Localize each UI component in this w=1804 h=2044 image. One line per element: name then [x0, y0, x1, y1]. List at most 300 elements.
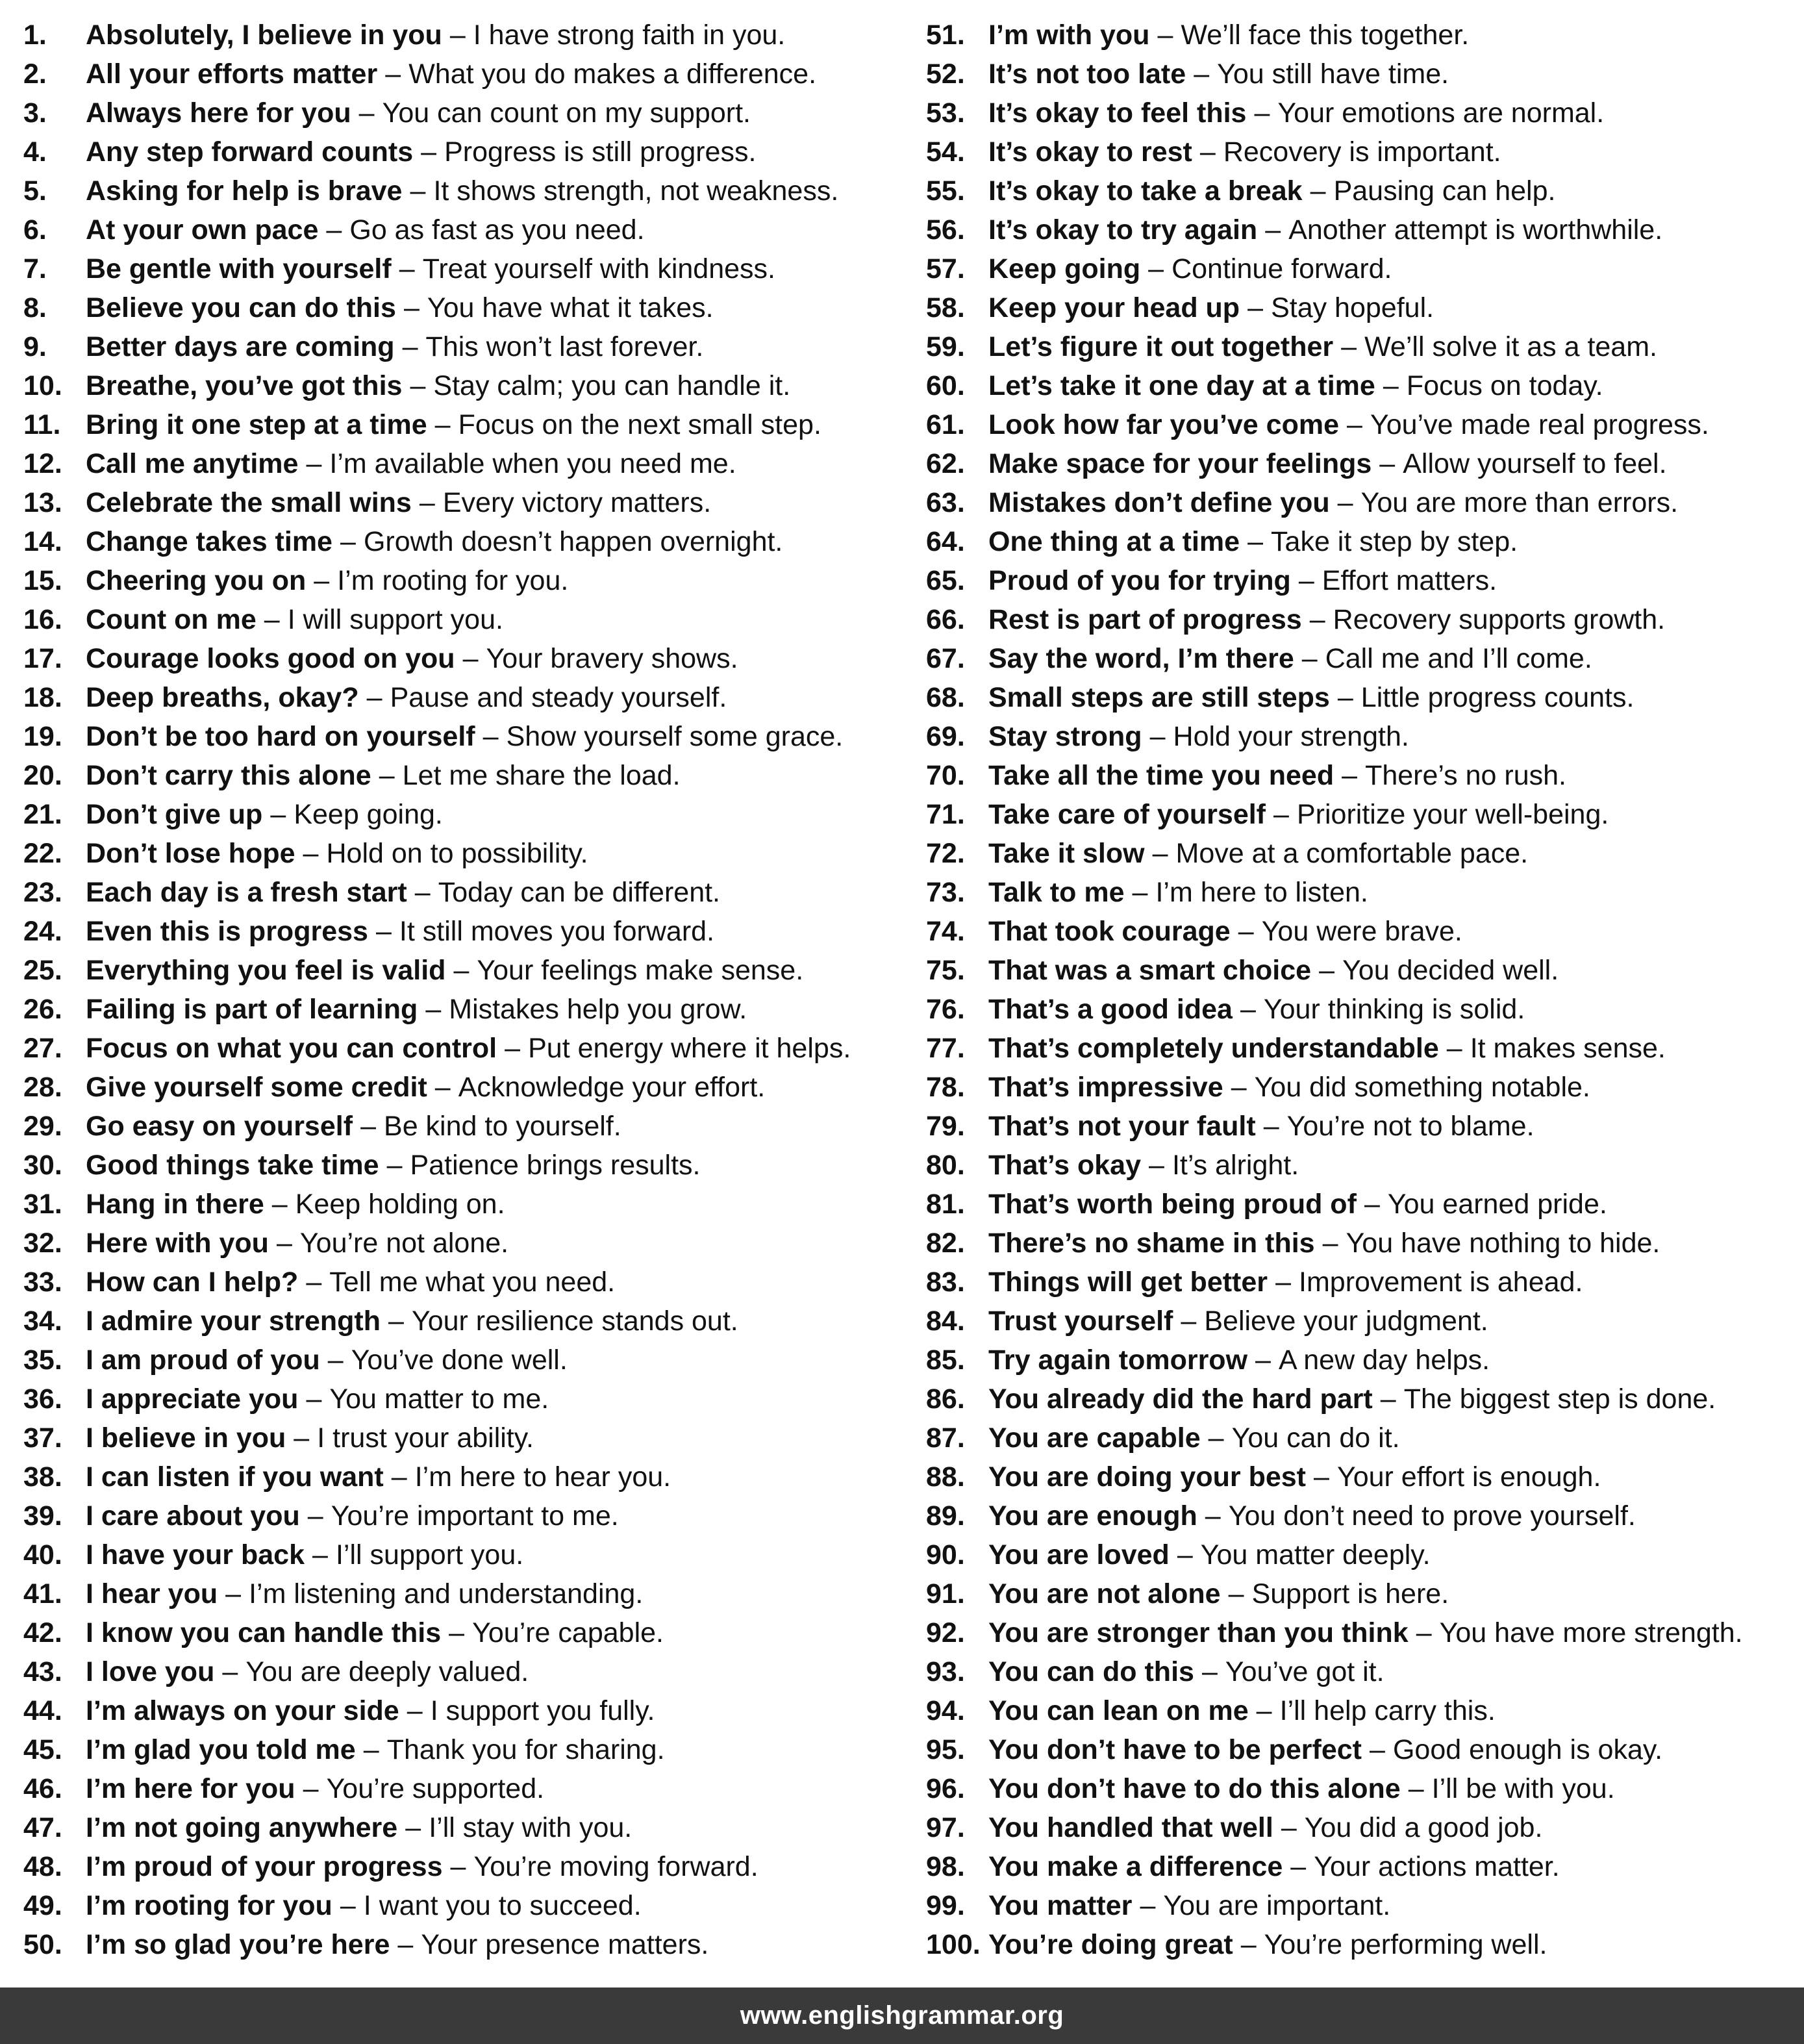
item-number: 78.: [926, 1072, 965, 1103]
item-meaning: Pausing can help.: [1333, 175, 1556, 207]
item-number: 23.: [23, 877, 62, 908]
list-item: [926, 1224, 1790, 1263]
item-phrase: At your own pace: [86, 214, 319, 246]
item-number: 29.: [23, 1111, 62, 1142]
item-phrase: I’m rooting for you: [86, 1890, 332, 1921]
item-dash: –: [1256, 1695, 1272, 1726]
item-meaning: You still have time.: [1217, 58, 1449, 90]
item-number: 58.: [926, 292, 965, 323]
item-meaning: Keep holding on.: [295, 1189, 505, 1220]
item-dash: –: [1290, 1851, 1307, 1882]
item-phrase: That’s a good idea: [988, 994, 1233, 1025]
item-dash: –: [358, 97, 375, 129]
item-phrase: I believe in you: [86, 1422, 286, 1454]
item-dash: –: [306, 1267, 322, 1298]
item-text: [86, 1263, 615, 1302]
list-item: [23, 405, 907, 444]
item-dash: –: [1231, 1072, 1247, 1103]
item-phrase: You are loved: [988, 1539, 1170, 1571]
item-dash: –: [306, 448, 322, 479]
item-text: [988, 1185, 1607, 1224]
item-phrase: Take it slow: [988, 838, 1145, 869]
item-meaning: I trust your ability.: [317, 1422, 534, 1454]
item-phrase: Proud of you for trying: [988, 565, 1291, 596]
list-item: [926, 600, 1790, 639]
item-phrase: Go easy on yourself: [86, 1111, 353, 1142]
item-meaning: Take it step by step.: [1271, 526, 1518, 557]
item-phrase: Failing is part of learning: [86, 994, 418, 1025]
item-dash: –: [363, 1734, 379, 1765]
item-number: 95.: [926, 1734, 965, 1765]
item-number: 60.: [926, 370, 965, 401]
item-text: [988, 1496, 1636, 1535]
item-dash: –: [375, 916, 392, 947]
item-meaning: I support you fully.: [430, 1695, 655, 1726]
item-dash: –: [294, 1422, 310, 1454]
list-item: [23, 1574, 907, 1613]
item-dash: –: [1314, 1461, 1329, 1493]
item-phrase: Rest is part of progress: [988, 604, 1302, 635]
list-item: [926, 1574, 1790, 1613]
item-text: [86, 912, 714, 951]
list-item: [926, 1886, 1790, 1925]
item-number: 2.: [23, 58, 47, 90]
item-dash: –: [303, 1773, 319, 1804]
list-item: [23, 717, 907, 756]
item-dash: –: [482, 721, 499, 752]
item-number: 92.: [926, 1617, 965, 1648]
item-meaning: I will support you.: [287, 604, 503, 635]
item-phrase: I care about you: [86, 1500, 300, 1532]
item-text: [86, 1224, 508, 1263]
item-text: [86, 444, 736, 483]
item-meaning: Hold your strength.: [1173, 721, 1409, 752]
item-dash: –: [366, 682, 382, 713]
list-item: [23, 249, 907, 288]
item-number: 67.: [926, 643, 965, 674]
item-meaning: This won’t last forever.: [425, 331, 704, 362]
item-number: 87.: [926, 1422, 965, 1454]
item-text: [988, 483, 1678, 522]
item-text: [86, 600, 503, 639]
item-text: [86, 561, 568, 600]
item-meaning: Every victory matters.: [442, 487, 712, 518]
item-meaning: Continue forward.: [1171, 253, 1392, 284]
item-phrase: You are enough: [988, 1500, 1197, 1532]
item-number: 18.: [23, 682, 62, 713]
list-item: [23, 1691, 907, 1730]
item-number: 76.: [926, 994, 965, 1025]
item-text: [86, 1107, 621, 1146]
item-text: [86, 327, 703, 366]
item-text: [988, 94, 1604, 132]
item-text: [86, 288, 714, 327]
item-number: 14.: [23, 526, 62, 557]
item-text: [988, 249, 1392, 288]
item-phrase: You are capable: [988, 1422, 1201, 1454]
item-phrase: You can do this: [988, 1656, 1194, 1687]
item-number: 25.: [23, 955, 62, 986]
list-item: [926, 1029, 1790, 1068]
item-text: [988, 1380, 1716, 1419]
item-number: 64.: [926, 526, 965, 557]
item-meaning: Recovery is important.: [1223, 136, 1501, 168]
list-item: [926, 1769, 1790, 1808]
item-number: 91.: [926, 1578, 965, 1609]
item-meaning: Mistakes help you grow.: [449, 994, 747, 1025]
item-dash: –: [276, 1228, 292, 1259]
item-meaning: You have nothing to hide.: [1346, 1228, 1660, 1259]
item-meaning: Go as fast as you need.: [349, 214, 645, 246]
list-item: [23, 1535, 907, 1574]
list-item: [23, 327, 907, 366]
list-item: [23, 912, 907, 951]
item-meaning: You’re capable.: [472, 1617, 664, 1648]
item-number: 27.: [23, 1033, 62, 1064]
item-phrase: You don’t have to be perfect: [988, 1734, 1362, 1765]
list-item: [23, 873, 907, 912]
item-number: 72.: [926, 838, 965, 869]
list-item: [926, 639, 1790, 678]
item-dash: –: [1238, 916, 1254, 947]
item-number: 8.: [23, 292, 47, 323]
item-text: [988, 873, 1368, 912]
list-item: [23, 1730, 907, 1769]
item-phrase: Talk to me: [988, 877, 1125, 908]
item-text: [86, 94, 751, 132]
item-text: [988, 717, 1409, 756]
list-item: [23, 834, 907, 873]
item-phrase: It’s okay to feel this: [988, 97, 1247, 129]
list-item: [23, 1808, 907, 1847]
list-item: [926, 834, 1790, 873]
item-text: [988, 1847, 1560, 1886]
item-dash: –: [306, 1383, 322, 1415]
item-meaning: Recovery supports growth.: [1333, 604, 1666, 635]
item-dash: –: [1310, 175, 1326, 207]
item-meaning: You matter deeply.: [1200, 1539, 1431, 1571]
item-text: [86, 1302, 738, 1341]
item-number: 9.: [23, 331, 47, 362]
list-item: [926, 1496, 1790, 1535]
item-phrase: Cheering you on: [86, 565, 307, 596]
list-item: [23, 990, 907, 1029]
item-phrase: I admire your strength: [86, 1306, 381, 1337]
item-meaning: Put energy where it helps.: [528, 1033, 851, 1064]
item-phrase: Celebrate the small wins: [86, 487, 412, 518]
item-number: 50.: [23, 1929, 62, 1960]
item-number: 90.: [926, 1539, 965, 1571]
list-item: [926, 951, 1790, 990]
item-text: [86, 1730, 665, 1769]
item-phrase: You are stronger than you think: [988, 1617, 1409, 1648]
item-phrase: You are doing your best: [988, 1461, 1306, 1493]
item-number: 89.: [926, 1500, 965, 1532]
item-meaning: You are important.: [1163, 1890, 1391, 1921]
item-phrase: One thing at a time: [988, 526, 1240, 557]
item-dash: –: [1140, 1890, 1156, 1921]
item-meaning: Show yourself some grace.: [506, 721, 844, 752]
item-dash: –: [397, 1929, 414, 1960]
item-meaning: We’ll face this together.: [1181, 19, 1470, 51]
item-dash: –: [1199, 136, 1216, 168]
item-meaning: You can count on my support.: [382, 97, 751, 129]
item-number: 1.: [23, 19, 47, 51]
item-meaning: Hold on to possibility.: [326, 838, 588, 869]
item-phrase: Good things take time: [86, 1150, 379, 1181]
item-dash: –: [410, 370, 426, 401]
item-number: 74.: [926, 916, 965, 947]
item-meaning: Keep going.: [294, 799, 443, 830]
item-phrase: Change takes time: [86, 526, 332, 557]
item-dash: –: [449, 1617, 465, 1648]
list-item: [926, 1380, 1790, 1419]
item-dash: –: [1148, 253, 1164, 284]
item-dash: –: [1254, 97, 1270, 129]
item-text: [86, 1691, 655, 1730]
item-meaning: Support is here.: [1251, 1578, 1449, 1609]
item-meaning: Your resilience stands out.: [411, 1306, 738, 1337]
item-meaning: You did something notable.: [1254, 1072, 1590, 1103]
item-dash: –: [1201, 1656, 1218, 1687]
list-item: [926, 717, 1790, 756]
item-phrase: Give yourself some credit: [86, 1072, 427, 1103]
item-text: [86, 210, 645, 249]
item-number: 38.: [23, 1461, 62, 1493]
item-number: 48.: [23, 1851, 62, 1882]
item-meaning: You decided well.: [1342, 955, 1559, 986]
item-text: [86, 1847, 758, 1886]
item-phrase: It’s not too late: [988, 58, 1186, 90]
item-meaning: You’ve got it.: [1225, 1656, 1384, 1687]
item-phrase: Always here for you: [86, 97, 351, 129]
item-text: [86, 1029, 851, 1068]
list-item: [926, 1613, 1790, 1652]
list-item: [926, 1535, 1790, 1574]
item-text: [988, 1419, 1400, 1457]
list-item: [926, 1730, 1790, 1769]
list-item: [926, 1185, 1790, 1224]
item-text: [86, 1613, 664, 1652]
item-dash: –: [403, 292, 420, 323]
item-number: 56.: [926, 214, 965, 246]
item-text: [988, 132, 1501, 171]
list-item: [926, 1925, 1790, 1964]
list-item: [926, 327, 1790, 366]
list-item: [23, 171, 907, 210]
item-text: [988, 1769, 1615, 1808]
item-text: [86, 171, 838, 210]
item-dash: –: [1319, 955, 1335, 986]
item-number: 32.: [23, 1228, 62, 1259]
item-meaning: I’ll be with you.: [1431, 1773, 1615, 1804]
item-meaning: Believe your judgment.: [1204, 1306, 1488, 1337]
item-dash: –: [462, 643, 479, 674]
item-phrase: Here with you: [86, 1228, 269, 1259]
item-meaning: Pause and steady yourself.: [390, 682, 727, 713]
item-number: 85.: [926, 1344, 965, 1376]
item-phrase: I can listen if you want: [86, 1461, 384, 1493]
item-text: [988, 444, 1667, 483]
item-text: [988, 600, 1665, 639]
item-phrase: You’re doing great: [988, 1929, 1233, 1960]
item-phrase: Better days are coming: [86, 331, 395, 362]
item-phrase: Take all the time you need: [988, 760, 1334, 791]
footer-website-link[interactable]: www.englishgrammar.org: [740, 2001, 1064, 2030]
item-text: [988, 288, 1434, 327]
item-text: [988, 1107, 1535, 1146]
item-number: 97.: [926, 1812, 965, 1843]
item-number: 22.: [23, 838, 62, 869]
item-phrase: Don’t be too hard on yourself: [86, 721, 475, 752]
item-text: [86, 990, 747, 1029]
item-text: [988, 1574, 1449, 1613]
item-meaning: Your feelings make sense.: [477, 955, 804, 986]
item-meaning: You’re supported.: [326, 1773, 545, 1804]
item-number: 55.: [926, 175, 965, 207]
item-text: [86, 639, 738, 678]
list-item: [23, 16, 907, 55]
list-item: [926, 795, 1790, 834]
item-dash: –: [1247, 526, 1263, 557]
item-phrase: I’m proud of your progress: [86, 1851, 443, 1882]
item-meaning: Allow yourself to feel.: [1403, 448, 1667, 479]
item-dash: –: [360, 1111, 376, 1142]
item-number: 31.: [23, 1189, 62, 1220]
item-text: [988, 1652, 1384, 1691]
list-item: [926, 366, 1790, 405]
item-text: [988, 1068, 1590, 1107]
item-phrase: Be gentle with yourself: [86, 253, 392, 284]
item-text: [86, 1380, 549, 1419]
list-item: [23, 366, 907, 405]
item-dash: –: [264, 604, 280, 635]
item-phrase: Each day is a fresh start: [86, 877, 407, 908]
item-meaning: You can do it.: [1231, 1422, 1400, 1454]
item-text: [988, 1613, 1743, 1652]
item-number: 80.: [926, 1150, 965, 1181]
item-phrase: You already did the hard part: [988, 1383, 1373, 1415]
item-meaning: There’s no rush.: [1365, 760, 1567, 791]
item-number: 24.: [23, 916, 62, 947]
item-meaning: You have more strength.: [1439, 1617, 1743, 1648]
item-text: [86, 1496, 619, 1535]
item-text: [988, 561, 1497, 600]
item-meaning: You matter to me.: [329, 1383, 549, 1415]
list-item: [23, 1146, 907, 1185]
list-item: [23, 210, 907, 249]
item-dash: –: [1228, 1578, 1244, 1609]
item-dash: –: [1322, 1228, 1338, 1259]
item-number: 77.: [926, 1033, 965, 1064]
item-dash: –: [1240, 994, 1256, 1025]
item-text: [988, 795, 1609, 834]
list-item: [926, 1341, 1790, 1380]
item-phrase: Keep your head up: [988, 292, 1240, 323]
list-item: [23, 444, 907, 483]
item-meaning: You did a good job.: [1304, 1812, 1543, 1843]
item-number: 4.: [23, 136, 47, 168]
item-phrase: I know you can handle this: [86, 1617, 442, 1648]
item-number: 46.: [23, 1773, 62, 1804]
item-text: [86, 366, 790, 405]
item-dash: –: [312, 1539, 328, 1571]
item-meaning: I’m available when you need me.: [329, 448, 736, 479]
item-text: [988, 366, 1603, 405]
item-text: [988, 55, 1449, 94]
item-dash: –: [1347, 409, 1362, 440]
item-phrase: It’s okay to take a break: [988, 175, 1303, 207]
item-meaning: Focus on today.: [1406, 370, 1603, 401]
list-item: [23, 561, 907, 600]
item-dash: –: [1247, 292, 1264, 323]
item-meaning: Little progress counts.: [1360, 682, 1635, 713]
item-meaning: Another attempt is worthwhile.: [1288, 214, 1663, 246]
item-dash: –: [1364, 1189, 1380, 1220]
item-text: [86, 1146, 700, 1185]
item-text: [86, 1886, 642, 1925]
item-text: [988, 1263, 1583, 1302]
item-number: 88.: [926, 1461, 965, 1493]
item-dash: –: [1157, 19, 1173, 51]
item-phrase: Make space for your feelings: [988, 448, 1372, 479]
item-phrase: Asking for help is brave: [86, 175, 403, 207]
item-meaning: You don’t need to prove yourself.: [1228, 1500, 1636, 1532]
list-item: [23, 1847, 907, 1886]
item-text: [988, 1146, 1299, 1185]
list-item: [23, 951, 907, 990]
item-dash: –: [419, 487, 435, 518]
item-dash: –: [1298, 565, 1314, 596]
item-number: 6.: [23, 214, 47, 246]
list-item: [926, 444, 1790, 483]
item-dash: –: [391, 1461, 407, 1493]
item-phrase: Absolutely, I believe in you: [86, 19, 442, 51]
item-phrase: You can lean on me: [988, 1695, 1249, 1726]
item-dash: –: [1301, 643, 1318, 674]
item-dash: –: [1255, 1344, 1271, 1376]
item-text: [988, 990, 1525, 1029]
item-phrase: Count on me: [86, 604, 257, 635]
item-meaning: Improvement is ahead.: [1299, 1267, 1583, 1298]
item-phrase: That was a smart choice: [988, 955, 1312, 986]
item-number: 83.: [926, 1267, 965, 1298]
list-item: [926, 1263, 1790, 1302]
item-meaning: Be kind to yourself.: [384, 1111, 621, 1142]
list-item: [926, 1146, 1790, 1185]
item-text: [86, 16, 785, 55]
list-item: [926, 1107, 1790, 1146]
item-dash: –: [450, 1851, 466, 1882]
item-text: [86, 1068, 765, 1107]
item-number: 68.: [926, 682, 965, 713]
list-item: [926, 1652, 1790, 1691]
item-number: 96.: [926, 1773, 965, 1804]
item-meaning: You’ve done well.: [351, 1344, 568, 1376]
item-number: 37.: [23, 1422, 62, 1454]
item-phrase: Any step forward counts: [86, 136, 414, 168]
item-dash: –: [505, 1033, 521, 1064]
item-dash: –: [1240, 1929, 1257, 1960]
item-number: 54.: [926, 136, 965, 168]
item-meaning: Your effort is enough.: [1336, 1461, 1601, 1493]
item-text: [86, 873, 720, 912]
list-item: [23, 1613, 907, 1652]
item-meaning: I’ll stay with you.: [429, 1812, 633, 1843]
item-text: [988, 1224, 1660, 1263]
item-text: [988, 1341, 1490, 1380]
item-dash: –: [402, 331, 418, 362]
